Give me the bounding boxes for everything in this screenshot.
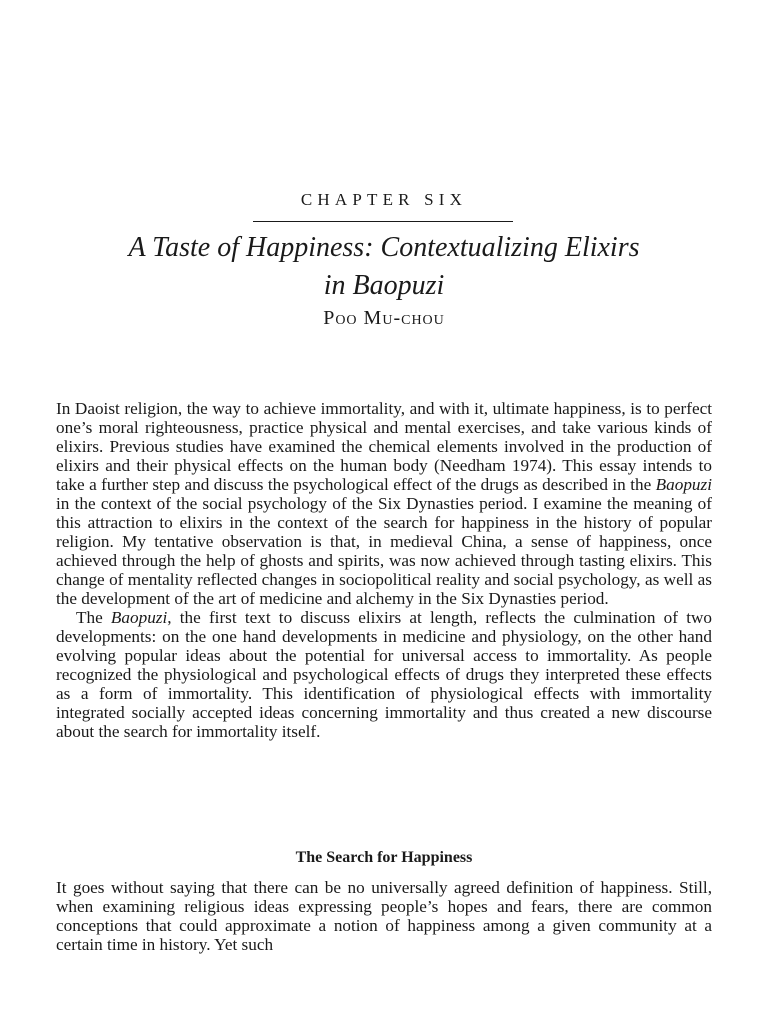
section-body — [56, 878, 712, 954]
paragraph-1-part-2: in the context of the social psychology of the Six Dynasties period. I examine the meaning of this attraction to elixirs in the context of the search for happiness in the history of popular religion. My tentative observation is that, in medieval China, a sense of happiness, once achieved through the help of ghosts and spirits, was now achieved through tasting elixirs. This change of mentality reflected changes in sociopolitical reality and social psychology, as well as the development of the art of medicine and alchemy in the Six Dynasties period. — [56, 494, 712, 608]
paragraph-2-italic-title: Baopuzi — [110, 608, 168, 627]
paragraph-2-part-1: The — [76, 608, 111, 627]
intro-body — [56, 399, 712, 741]
paragraph-2-part-2: , the first text to discuss elixirs at length, reflects the culmination of two developments: on the one hand developments in medicine and physiology, on the other hand evolving popular ideas about the potential for universal access to immortality. As people recognized the physiological and psychological effects of drugs they interpreted these effects as a form of immortality. This identification of physiological effects with immortality integrated socially accepted ideas concerning immortality and thus created a new discourse about the search for immortality itself. — [56, 608, 712, 741]
paragraph-1-italic-title: Baopuzi — [655, 475, 712, 494]
section-paragraph: It goes without saying that there can be no universally agreed definition of happiness. Still, when examining religious ideas expressing people’s hopes and fears, there are common conceptions that could approximate a notion of happiness among a given community at a certain time in history. Yet such — [56, 878, 712, 954]
chapter-title-line-2: in Baopuzi — [323, 270, 445, 301]
author-name: Poo Mu-chou — [323, 307, 445, 329]
chapter-title — [0, 229, 768, 305]
chapter-label: CHAPTER SIX — [300, 190, 468, 209]
paragraph-1-part-1: In Daoist religion, the way to achieve immortality, and with it, ultimate happiness, is to perfect one’s moral righteousness, practice physical and mental exercises, and take various kinds of elixirs. Previous studies have examined the chemical elements involved in the production of elixirs and their physical effects on the human body (Needham 1974). This essay intends to take a further step and discuss the psychological effect of the drugs as described in the — [56, 399, 712, 494]
chapter-divider — [253, 221, 513, 222]
section-heading: The Search for Happiness — [295, 849, 473, 866]
chapter-title-line-1: A Taste of Happiness: Contextualizing Elixirs — [128, 232, 640, 263]
paragraph-2 — [56, 608, 712, 741]
paragraph-1 — [56, 399, 712, 608]
